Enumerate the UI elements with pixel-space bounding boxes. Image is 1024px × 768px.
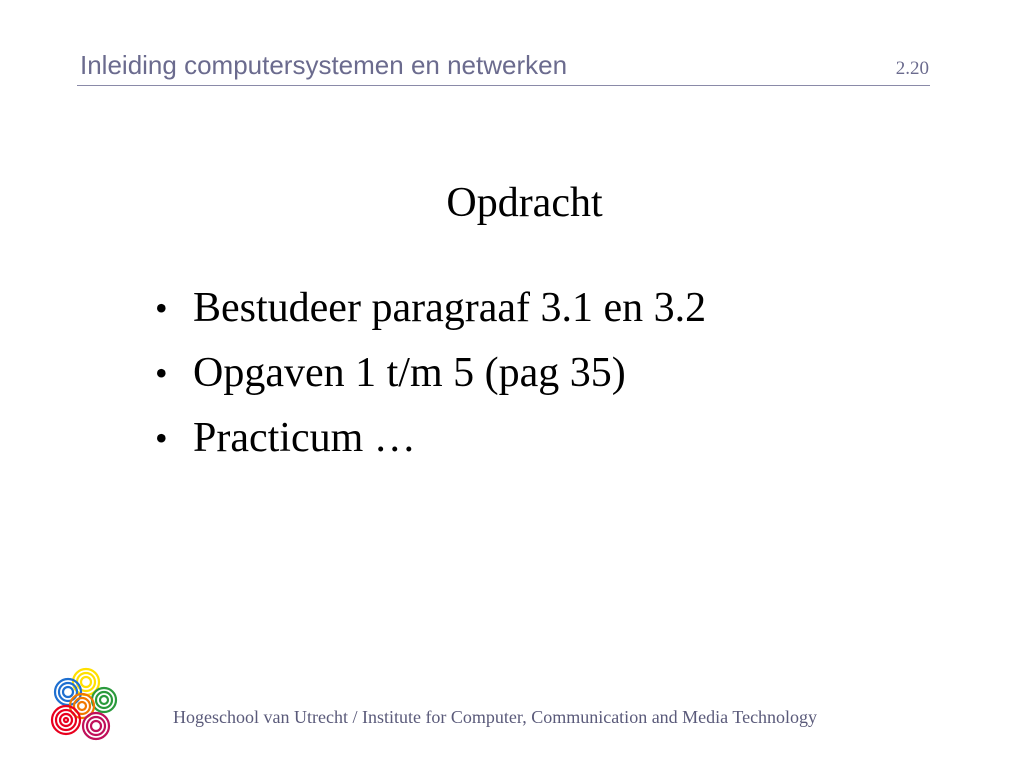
bullet-text: Practicum … [193,415,416,461]
footer-text: Hogeschool van Utrecht / Institute for Computer, Communication and Media Technology [173,707,818,727]
bullet-text: Opgaven 1 t/m 5 (pag 35) [193,350,626,396]
bullet-list [155,282,706,477]
header-title: Inleiding computersystemen en netwerken [80,50,568,80]
bullet-text: Bestudeer paragraaf 3.1 en 3.2 [193,285,707,331]
page-number: 2.20 [895,58,929,79]
bullet-item [155,347,706,412]
fingerprint-flower-logo-icon [48,664,120,746]
bullet-item [155,412,706,477]
header-divider [77,85,930,86]
slide-title: Opdracht [446,180,603,226]
bullet-item [155,282,706,347]
bullet-icon: • [155,418,168,458]
bullet-icon: • [155,288,168,328]
bullet-icon: • [155,353,168,393]
